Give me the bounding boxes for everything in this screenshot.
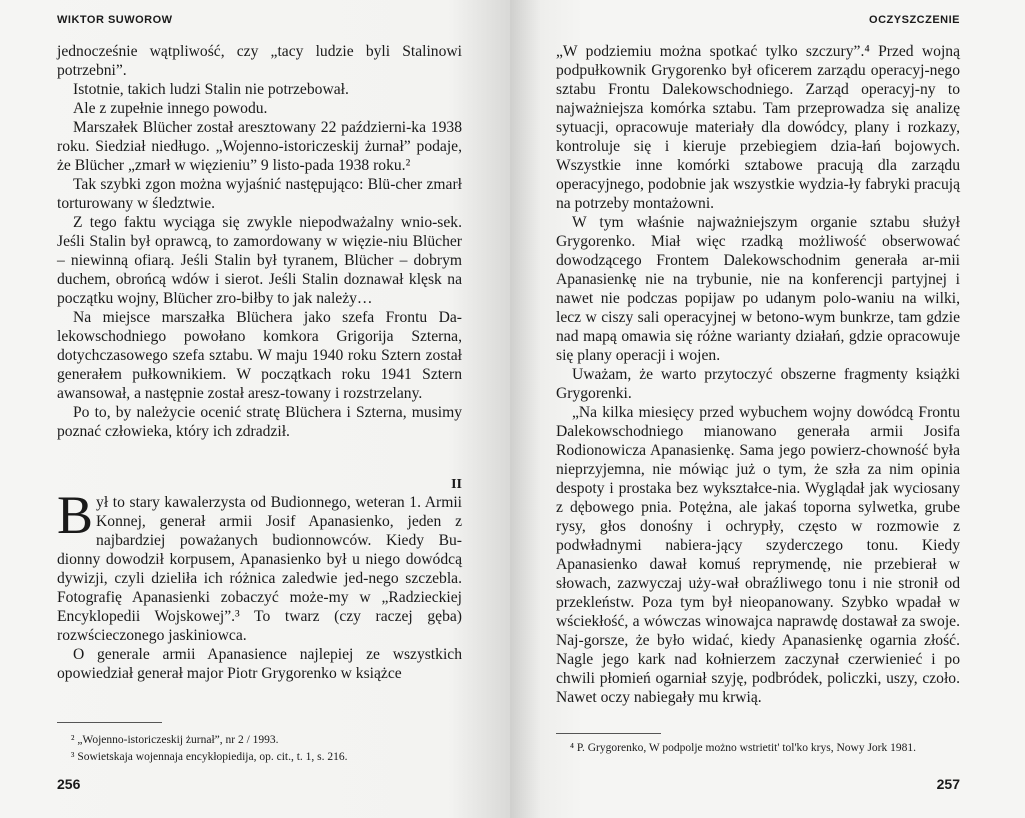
footnote-rule [57, 722, 162, 723]
paragraph: Po to, by należycie ocenić stratę Blüchera i Szterna, musimy poznać człowieka, który ich zdradził. [57, 404, 462, 440]
paragraph: Ale z zupełnie innego powodu. [73, 100, 268, 117]
right-page [510, 0, 1025, 818]
page-number: 256 [57, 776, 81, 792]
paragraph: Marszałek Blücher został aresztowany 22 październi-ka 1938 roku. Siedział niedługo. „Wojenno-istoriczeskij żurnał” podaje, że Blücher „zmarł w więzieniu” 9 listo-pada 1938 roku.² [57, 119, 462, 174]
paragraph: „W podziemiu można spotkać tylko szczury”.⁴ Przed wojną podpułkownik Grygorenko był oficerem zarządu operacyj-nego sztabu Frontu Dalekowschodniego. Zarząd operacyj-ny to najważniejsza komórka sztabu. Tam przeprowadza się analizę sytuacji, opracowuje materiały dla dowódcy, plany i rozkazy, kontroluje się i kieruje przebiegiem dzia-łań bojowych. Wszystkie inne komórki sztabowe pracują dla zarządu operacyjnego, podobnie jak wszystkie wydzia-ły fabryki pracują na potrzeby montażowni. [556, 43, 960, 212]
section-heading [57, 469, 462, 493]
left-page [0, 0, 510, 818]
footnote-rule [556, 733, 661, 734]
paragraph: Istotnie, takich ludzi Stalin nie potrzebował. [73, 81, 349, 98]
paragraph: O generale armii Apanasience najlepiej ze wszystkich opowiedział generał major Piotr Grygorenko w książce [57, 646, 462, 682]
footnotes [57, 732, 462, 766]
paragraph: Na miejsce marszałka Blüchera jako szefa Frontu Da-lekowschodniego powołano komkora Grigorija Szterna, dotychczasowego szefa sztabu. W maju 1940 roku Sztern został generałem pułkownikiem. W początkach roku 1941 Sztern awansował, a następnie został aresz-towany i rozstrzelany. [57, 309, 462, 402]
paragraph [57, 485, 462, 645]
paragraph: Z tego faktu wyciąga się zwykle niepodważalny wnio-sek. Jeśli Stalin był oprawcą, to zamordowany w więzie-niu Blücher – niewinną ofiarą. Jeśli Stalin był tyranem, Blücher – dobrym duchem, obrońcą wdów i sierot. Jeśli Stalin doznawał klęsk na początku wojny, Blücher zro-biłby to jak należy… [57, 214, 462, 307]
paragraph-text: ył to stary kawalerzysta od Budionnego, weteran 1. Armii Konnej, generał armii Josif Apanasienko, jeden z najbardziej poważanych budionnowców. Kiedy Bu-dionny dowodził korpusem, Apanasienko był u niego dowódcą dywizji, czyli dzieliła ich różnica zaledwie jed-nego szczebla. Fotografię Apanasienki zobaczyć może-my w „Radzieckiej Encyklopedii Wojskowej”.³ To twarz (czy raczej gęba) rozwścieczonego jaskiniowca. [57, 494, 462, 644]
footnote: ² „Wojenno-istoriczeskij żurnał”, nr 2 / 1993. [71, 734, 279, 746]
paragraph: „Na kilka miesięcy przed wybuchem wojny dowódcą Frontu Dalekowschodniego mianowano generała armii Josifa Rodionowicza Apanasienkę. Sama jego powierz-chowność była nieprzyjemna, nie mówiąc już o tym, że szła za nim opinia despoty i prostaka bez wykształce-nia. Wyglądał jak wyciosany z dębowego pnia. Potężna, ale jakaś toporna sylwetka, grube rysy, głos donośny i ochrypły, często w rozmowie z podwładnymi nabiera-jący szyderczego tonu. Kiedy Apanasienko dawał komuś reprymendę, nie przebierał w słowach, zazwyczaj uży-wał obraźliwego tonu i nie stronił od przekleństw. Poza tym był nieopanowany. Szybko wpadał w wściekłość, a wówczas winowajca naprawdę dostawał za swoje. Naj-gorsze, że było widać, kiedy Apanasienkę ogarnia złość. Nagle jego kark nad kołnierzem zaczynał czerwienieć i po chwili płomień ogarniał szyję, podbródek, policzki, uszy, czoło. Nawet oczy nabiegały mu krwią. [556, 404, 960, 706]
paragraph: jednocześnie wątpliwość, czy „tacy ludzie byli Stalinowi potrzebni”. [57, 43, 462, 79]
body-text [57, 42, 462, 683]
paragraph: W tym właśnie najważniejszym organie sztabu służył Grygorenko. Miał więc rzadką możliwość obserwować dowodzącego Frontem Dalekowschodnim generała ar-mii Apanasienkę nie na trybunie, nie na konferencji partyjnej i nawet nie podczas popijaw po udanym polo-waniu na wilki, lecz w ciszy sali operacyjnej w betono-wym bunkrze, tam gdzie nad mapą omawia się różne warianty działań, gdzie opracowuje się plany operacji i wojen. [556, 214, 960, 364]
section-number: II [451, 477, 462, 492]
footnotes [556, 740, 960, 757]
running-header: WIKTOR SUWOROW [57, 14, 173, 26]
paragraph: Uważam, że warto przytoczyć obszerne fragmenty książki Grygorenki. [556, 366, 960, 402]
paragraph: Tak szybki zgon można wyjaśnić następująco: Blü-cher zmarł torturowany w śledztwie. [57, 176, 462, 212]
page-number: 257 [936, 776, 960, 792]
footnote: ³ Sowietskaja wojennaja encykłopiedija, op. cit., t. 1, s. 216. [71, 751, 348, 763]
running-header: OCZYSZCZENIE [869, 14, 960, 26]
footnote: ⁴ P. Grygorenko, W podpolje możno wstrietit' tol'ko krys, Nowy Jork 1981. [570, 742, 916, 754]
drop-cap: B [57, 485, 94, 545]
body-text [556, 42, 960, 707]
